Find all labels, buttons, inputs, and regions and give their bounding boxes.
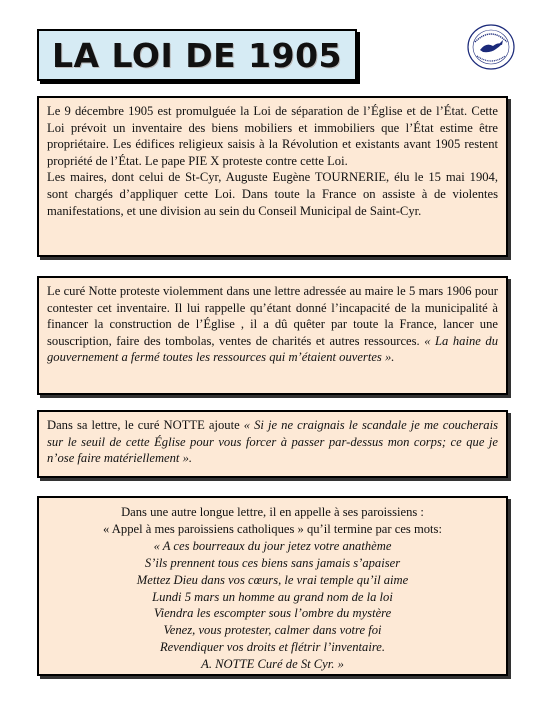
paragraph-maires: Les maires, dont celui de St-Cyr, Auguste Eugène TOURNERIE, élu le 15 mai 1904, sont chargés d’appliquer cette Loi. Dans toute la France on assiste à de violentes manifestations, et une division au sein du Conseil Municipal de Saint-Cyr. <box>47 170 498 218</box>
poem-line: Mettez Dieu dans vos cœurs, le vrai temple qu’il aime <box>136 572 409 587</box>
text-box-cure-letter <box>37 410 508 478</box>
poem-line: Revendiquer vos droits et flétrir l’inventaire. <box>159 639 385 654</box>
page-title: LA LOI DE 1905 <box>52 35 342 75</box>
text-box-cure-protest <box>37 276 508 395</box>
protest-quote: « La haine du gouvernement a fermé toutes les ressources qui m’étaient ouvertes ». <box>47 333 498 365</box>
association-seal-icon <box>466 22 516 72</box>
paragraph-promulgation: Le 9 décembre 1905 est promulguée la Loi de séparation de l’Église et de l’État. Cette Loi prévoit un inventaire des biens mobiliers et immobiliers que l’État estime être propriétaire. Les édifices religieux saisis à la Révolution et existants avant 1905 restent propriété de l’État. Le pape PIE X proteste contre cette Loi. <box>47 104 498 168</box>
poem-line: Viendra les escompter sous l’ombre du mystère <box>153 606 392 621</box>
letter-text: Dans sa lettre, le curé NOTTE ajoute <box>47 418 240 432</box>
poem-line: Venez, vous protester, calmer dans votre foi <box>163 623 382 638</box>
paragraph-lettre <box>47 417 498 467</box>
protest-text: Le curé Notte proteste violemment dans une lettre adressée au maire le 5 mars 1906 pour contester cet inventaire. Il lui rappelle qu’étant donné l’incapacité de la municipalité à financer la construction de l’Église , il a dû quêter par toute la France, lancer une souscription, faire des tombolas, ventes de charités et autres ressources. <box>47 284 498 348</box>
poem-signature: A. NOTTE Curé de St Cyr. » <box>201 656 344 671</box>
paragraph-cure-notte <box>47 283 498 366</box>
text-box-appel-paroissiens <box>37 496 508 676</box>
letter-quote: « Si je ne craignais le scandale je me coucherais sur le seuil de cette Église pour vous forcer à passer par-dessus mon corps; ce que je n’ose faire matériellement ». <box>47 418 498 466</box>
poem <box>47 538 498 672</box>
appel-intro-line-2: « Appel à mes paroissiens catholiques » qu’il termine par ces mots: <box>103 521 442 536</box>
appel-intro-line-1: Dans une autre longue lettre, il en appelle à ses paroissiens : <box>121 505 424 519</box>
text-box-loi-1905 <box>37 96 508 257</box>
poem-line: S’ils prennent tous ces biens sans jamais s’apaiser <box>144 555 401 570</box>
poem-line: « A ces bourreaux du jour jetez votre anathème <box>153 539 392 554</box>
poem-line: Lundi 5 mars un homme au grand nom de la loi <box>152 589 393 604</box>
title-banner <box>37 29 357 81</box>
